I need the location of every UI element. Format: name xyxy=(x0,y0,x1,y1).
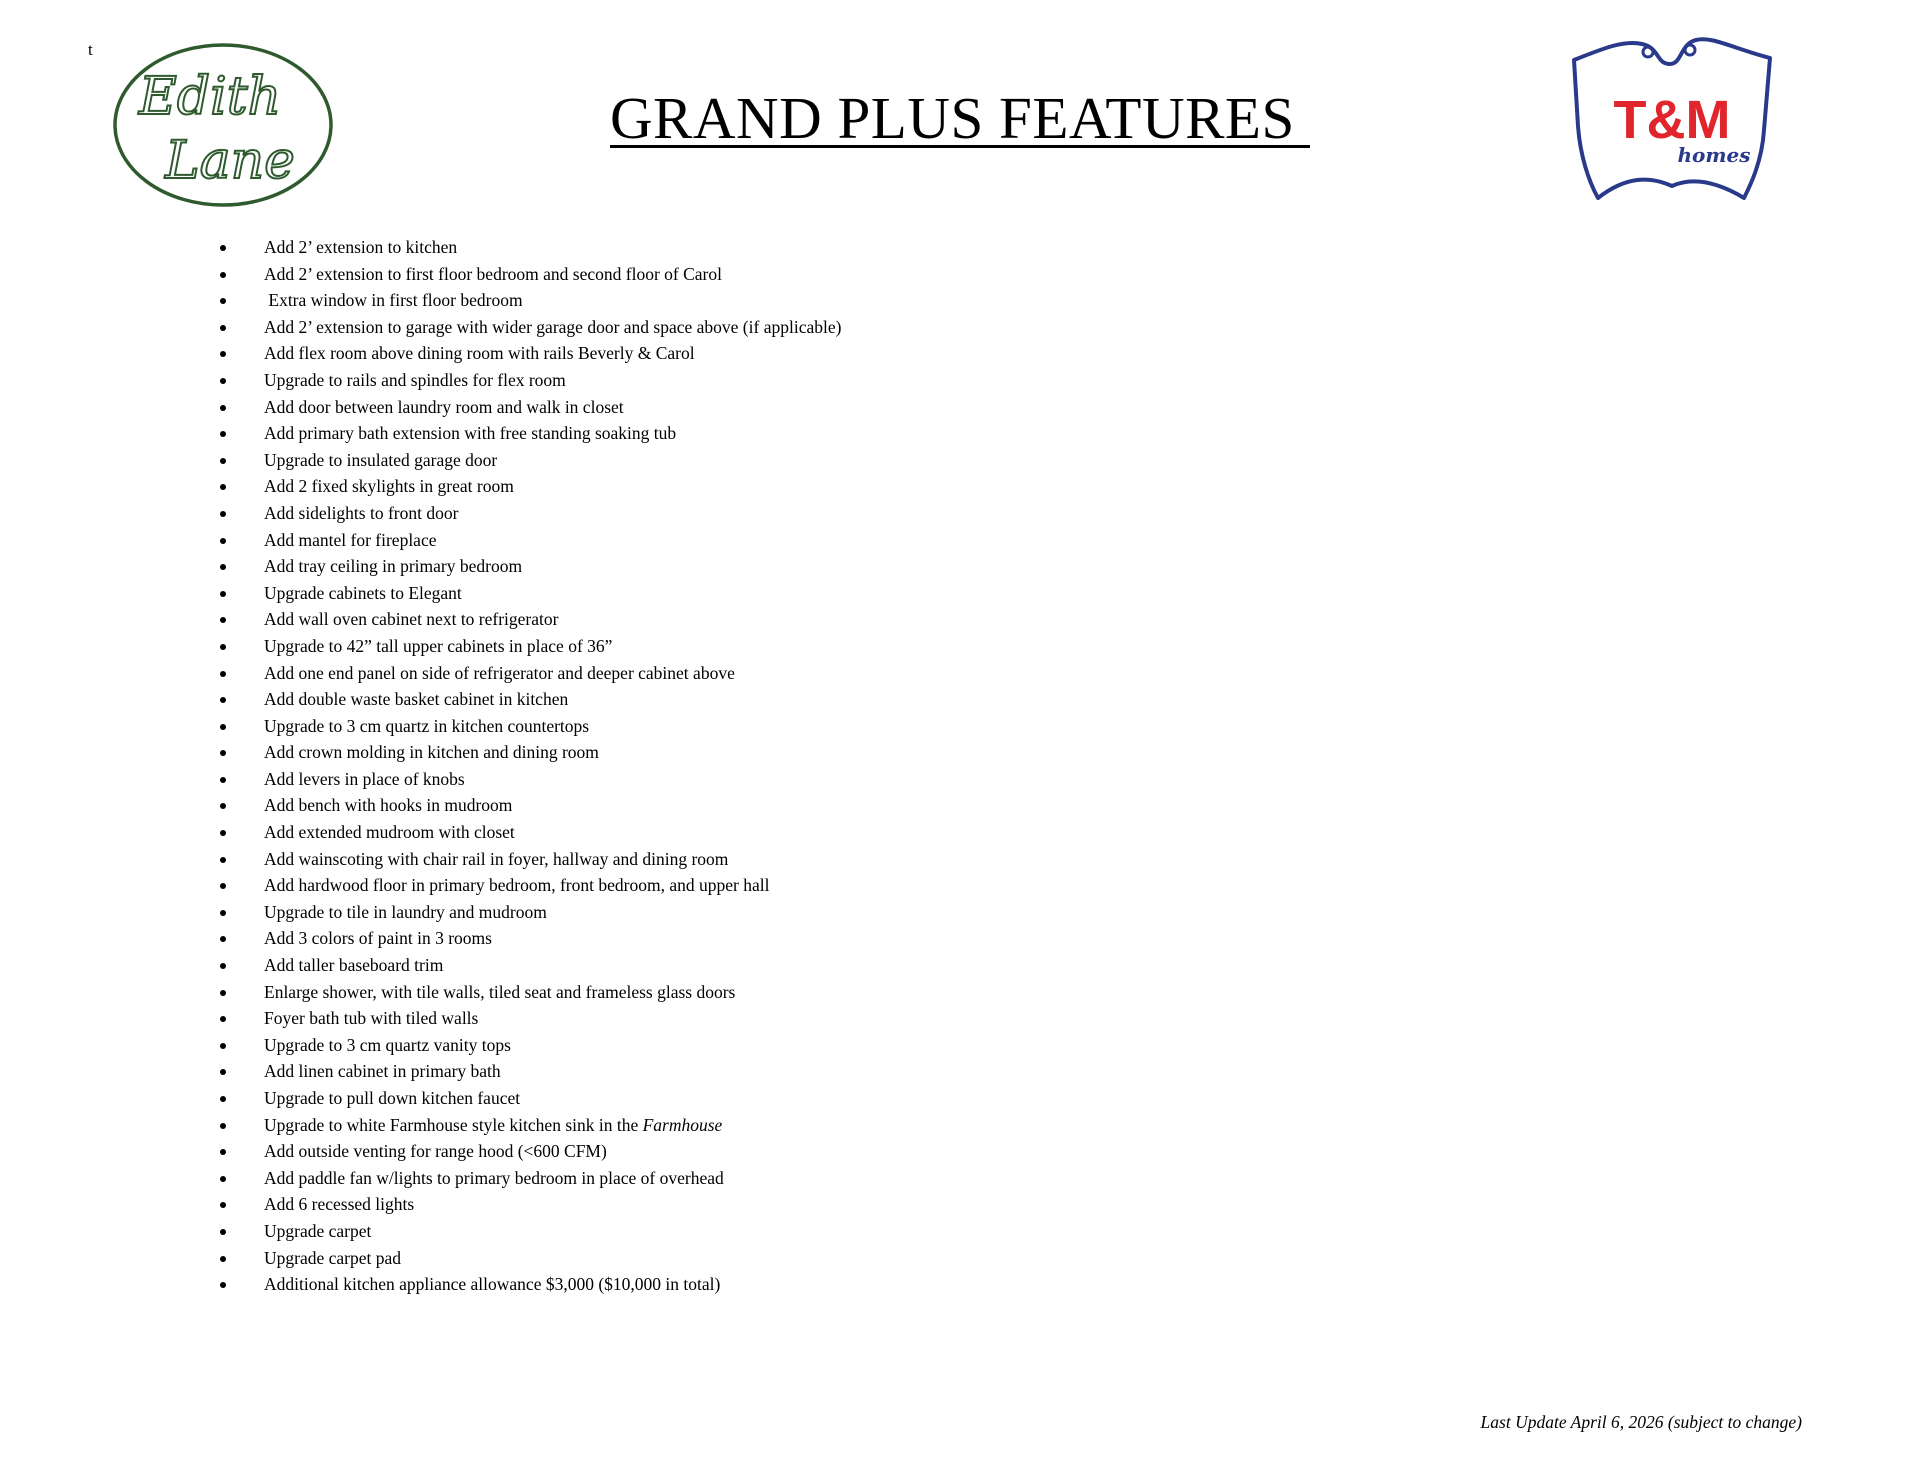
tm-homes-logo xyxy=(1564,30,1782,212)
feature-text: Add 6 recessed lights xyxy=(264,1194,415,1215)
feature-text: Upgrade carpet pad xyxy=(264,1247,402,1268)
feature-item xyxy=(214,1271,841,1298)
feature-item xyxy=(214,713,841,740)
bullet-icon xyxy=(220,1123,226,1129)
bullet-icon xyxy=(220,1202,226,1208)
logo-tm-text: T&M xyxy=(1613,90,1731,150)
feature-text: Add flex room above dining room with rails Beverly & Carol xyxy=(264,343,695,364)
feature-item xyxy=(214,899,841,926)
bullet-icon xyxy=(220,644,226,650)
bullet-icon xyxy=(220,1149,226,1155)
bullet-icon xyxy=(220,857,226,863)
feature-item xyxy=(214,1165,841,1192)
feature-item xyxy=(214,952,841,979)
feature-item xyxy=(214,660,841,687)
feature-text: Foyer bath tub with tiled walls xyxy=(264,1008,479,1029)
feature-text: Add tray ceiling in primary bedroom xyxy=(264,556,523,577)
feature-text: Add 2’ extension to kitchen xyxy=(264,237,458,257)
feature-item xyxy=(214,287,841,314)
feature-text: Add door between laundry room and walk in closet xyxy=(264,396,624,417)
bullet-icon xyxy=(220,963,226,969)
feature-text: Upgrade to 3 cm quartz vanity tops xyxy=(264,1034,511,1055)
feature-item xyxy=(214,766,841,793)
feature-item xyxy=(214,261,841,288)
feature-text: Add paddle fan w/lights to primary bedroom in place of overhead xyxy=(264,1167,724,1188)
logo-line-1: Edith xyxy=(138,67,282,127)
bullet-icon xyxy=(220,883,226,889)
feature-item xyxy=(214,447,841,474)
feature-text: Add sidelights to front door xyxy=(264,502,459,523)
bullet-icon xyxy=(220,1229,226,1235)
feature-text: Upgrade carpet xyxy=(264,1220,372,1241)
bullet-icon xyxy=(220,990,226,996)
bullet-icon xyxy=(220,671,226,677)
bullet-icon xyxy=(220,1176,226,1182)
feature-item xyxy=(214,1058,841,1085)
feature-text: Upgrade to white Farmhouse style kitchen sink in the xyxy=(264,1114,643,1135)
bullet-icon xyxy=(220,405,226,411)
feature-item xyxy=(214,979,841,1006)
feature-text: Add crown molding in kitchen and dining room xyxy=(264,742,599,763)
feature-text: Upgrade cabinets to Elegant xyxy=(264,582,462,603)
feature-item xyxy=(214,1218,841,1245)
feature-item xyxy=(214,1138,841,1165)
feature-item xyxy=(214,527,841,554)
stray-mark: t xyxy=(88,40,93,59)
bullet-icon xyxy=(220,697,226,703)
bullet-icon xyxy=(220,564,226,570)
bullet-icon xyxy=(220,325,226,331)
feature-item xyxy=(214,872,841,899)
feature-list xyxy=(214,234,841,1298)
bullet-icon xyxy=(220,936,226,942)
feature-text: Add taller baseboard trim xyxy=(264,955,444,976)
bullet-icon xyxy=(220,378,226,384)
feature-text: Add levers in place of knobs xyxy=(264,768,465,789)
feature-item xyxy=(214,686,841,713)
last-update-note: Last Update April 6, 2026 (subject to change) xyxy=(1480,1412,1802,1432)
bullet-icon xyxy=(220,1016,226,1022)
feature-item xyxy=(214,606,841,633)
feature-text: Add 2’ extension to garage with wider garage door and space above (if applicable) xyxy=(264,316,842,337)
feature-text: Upgrade to insulated garage door xyxy=(264,449,498,470)
feature-text: Upgrade to 3 cm quartz in kitchen countertops xyxy=(264,715,590,736)
feature-text: Upgrade to 42” tall upper cabinets in place of 36” xyxy=(264,635,613,656)
feature-item xyxy=(214,925,841,952)
feature-item xyxy=(214,1085,841,1112)
feature-item xyxy=(214,1005,841,1032)
feature-item xyxy=(214,500,841,527)
feature-text: Add 2 fixed skylights in great room xyxy=(264,476,514,497)
feature-text: Add extended mudroom with closet xyxy=(264,822,515,843)
feature-item xyxy=(214,792,841,819)
feature-text: Add primary bath extension with free standing soaking tub xyxy=(264,423,677,444)
feature-item xyxy=(214,367,841,394)
bullet-icon xyxy=(220,777,226,783)
bullet-icon xyxy=(220,511,226,517)
feature-item xyxy=(214,1032,841,1059)
bullet-icon xyxy=(220,1096,226,1102)
feature-text: Add linen cabinet in primary bath xyxy=(264,1061,501,1082)
feature-item xyxy=(214,1191,841,1218)
bullet-icon xyxy=(220,910,226,916)
feature-item xyxy=(214,846,841,873)
bullet-icon xyxy=(220,724,226,730)
feature-item xyxy=(214,340,841,367)
bullet-icon xyxy=(220,1256,226,1262)
bullet-icon xyxy=(220,351,226,357)
feature-item xyxy=(214,580,841,607)
bullet-icon xyxy=(220,803,226,809)
bullet-icon xyxy=(220,458,226,464)
feature-item xyxy=(214,633,841,660)
feature-text: Enlarge shower, with tile walls, tiled seat and frameless glass doors xyxy=(264,981,736,1002)
bullet-icon xyxy=(220,591,226,597)
feature-text: Upgrade to pull down kitchen faucet xyxy=(264,1088,521,1108)
bullet-icon xyxy=(220,1282,226,1288)
feature-text: Add 3 colors of paint in 3 rooms xyxy=(264,928,492,949)
bullet-icon xyxy=(220,431,226,437)
bullet-icon xyxy=(220,830,226,836)
feature-item xyxy=(214,1245,841,1272)
feature-item xyxy=(214,553,841,580)
feature-item xyxy=(214,234,841,261)
feature-text: Upgrade to rails and spindles for flex room xyxy=(264,369,566,390)
bullet-icon xyxy=(220,272,226,278)
bullet-icon xyxy=(220,750,226,756)
feature-item xyxy=(214,420,841,447)
feature-text: Add bench with hooks in mudroom xyxy=(264,795,513,816)
feature-item xyxy=(214,473,841,500)
feature-text: Add wainscoting with chair rail in foyer, hallway and dining room xyxy=(264,848,729,869)
feature-text: Upgrade to tile in laundry and mudroom xyxy=(264,901,547,922)
logo-line-2: Lane xyxy=(165,131,295,191)
feature-item xyxy=(214,394,841,421)
bullet-icon xyxy=(220,1043,226,1049)
bullet-icon xyxy=(220,298,226,304)
feature-item xyxy=(214,1112,841,1139)
feature-text: Add 2’ extension to first floor bedroom and second floor of Carol xyxy=(264,263,722,284)
feature-text: Add mantel for fireplace xyxy=(264,529,437,550)
feature-item xyxy=(214,819,841,846)
feature-item xyxy=(214,314,841,341)
feature-text: Additional kitchen appliance allowance $3,000 ($10,000 in total) xyxy=(264,1274,721,1295)
feature-emphasis: Farmhouse xyxy=(642,1114,723,1135)
bullet-icon xyxy=(220,484,226,490)
feature-text: Extra window in first floor bedroom xyxy=(264,290,523,311)
feature-text: Add outside venting for range hood (<600 CFM) xyxy=(264,1141,607,1162)
page-title: GRAND PLUS FEATURES xyxy=(609,85,1311,151)
feature-text: Add double waste basket cabinet in kitchen xyxy=(264,689,569,710)
feature-text: Add hardwood floor in primary bedroom, front bedroom, and upper hall xyxy=(264,875,770,896)
logo-homes-text: homes xyxy=(1677,143,1751,167)
feature-text: Add wall oven cabinet next to refrigerator xyxy=(264,609,559,630)
bullet-icon xyxy=(220,617,226,623)
bullet-icon xyxy=(220,1069,226,1075)
feature-item xyxy=(214,739,841,766)
bullet-icon xyxy=(220,538,226,544)
bullet-icon xyxy=(220,245,226,251)
feature-text: Add one end panel on side of refrigerator and deeper cabinet above xyxy=(264,662,735,683)
